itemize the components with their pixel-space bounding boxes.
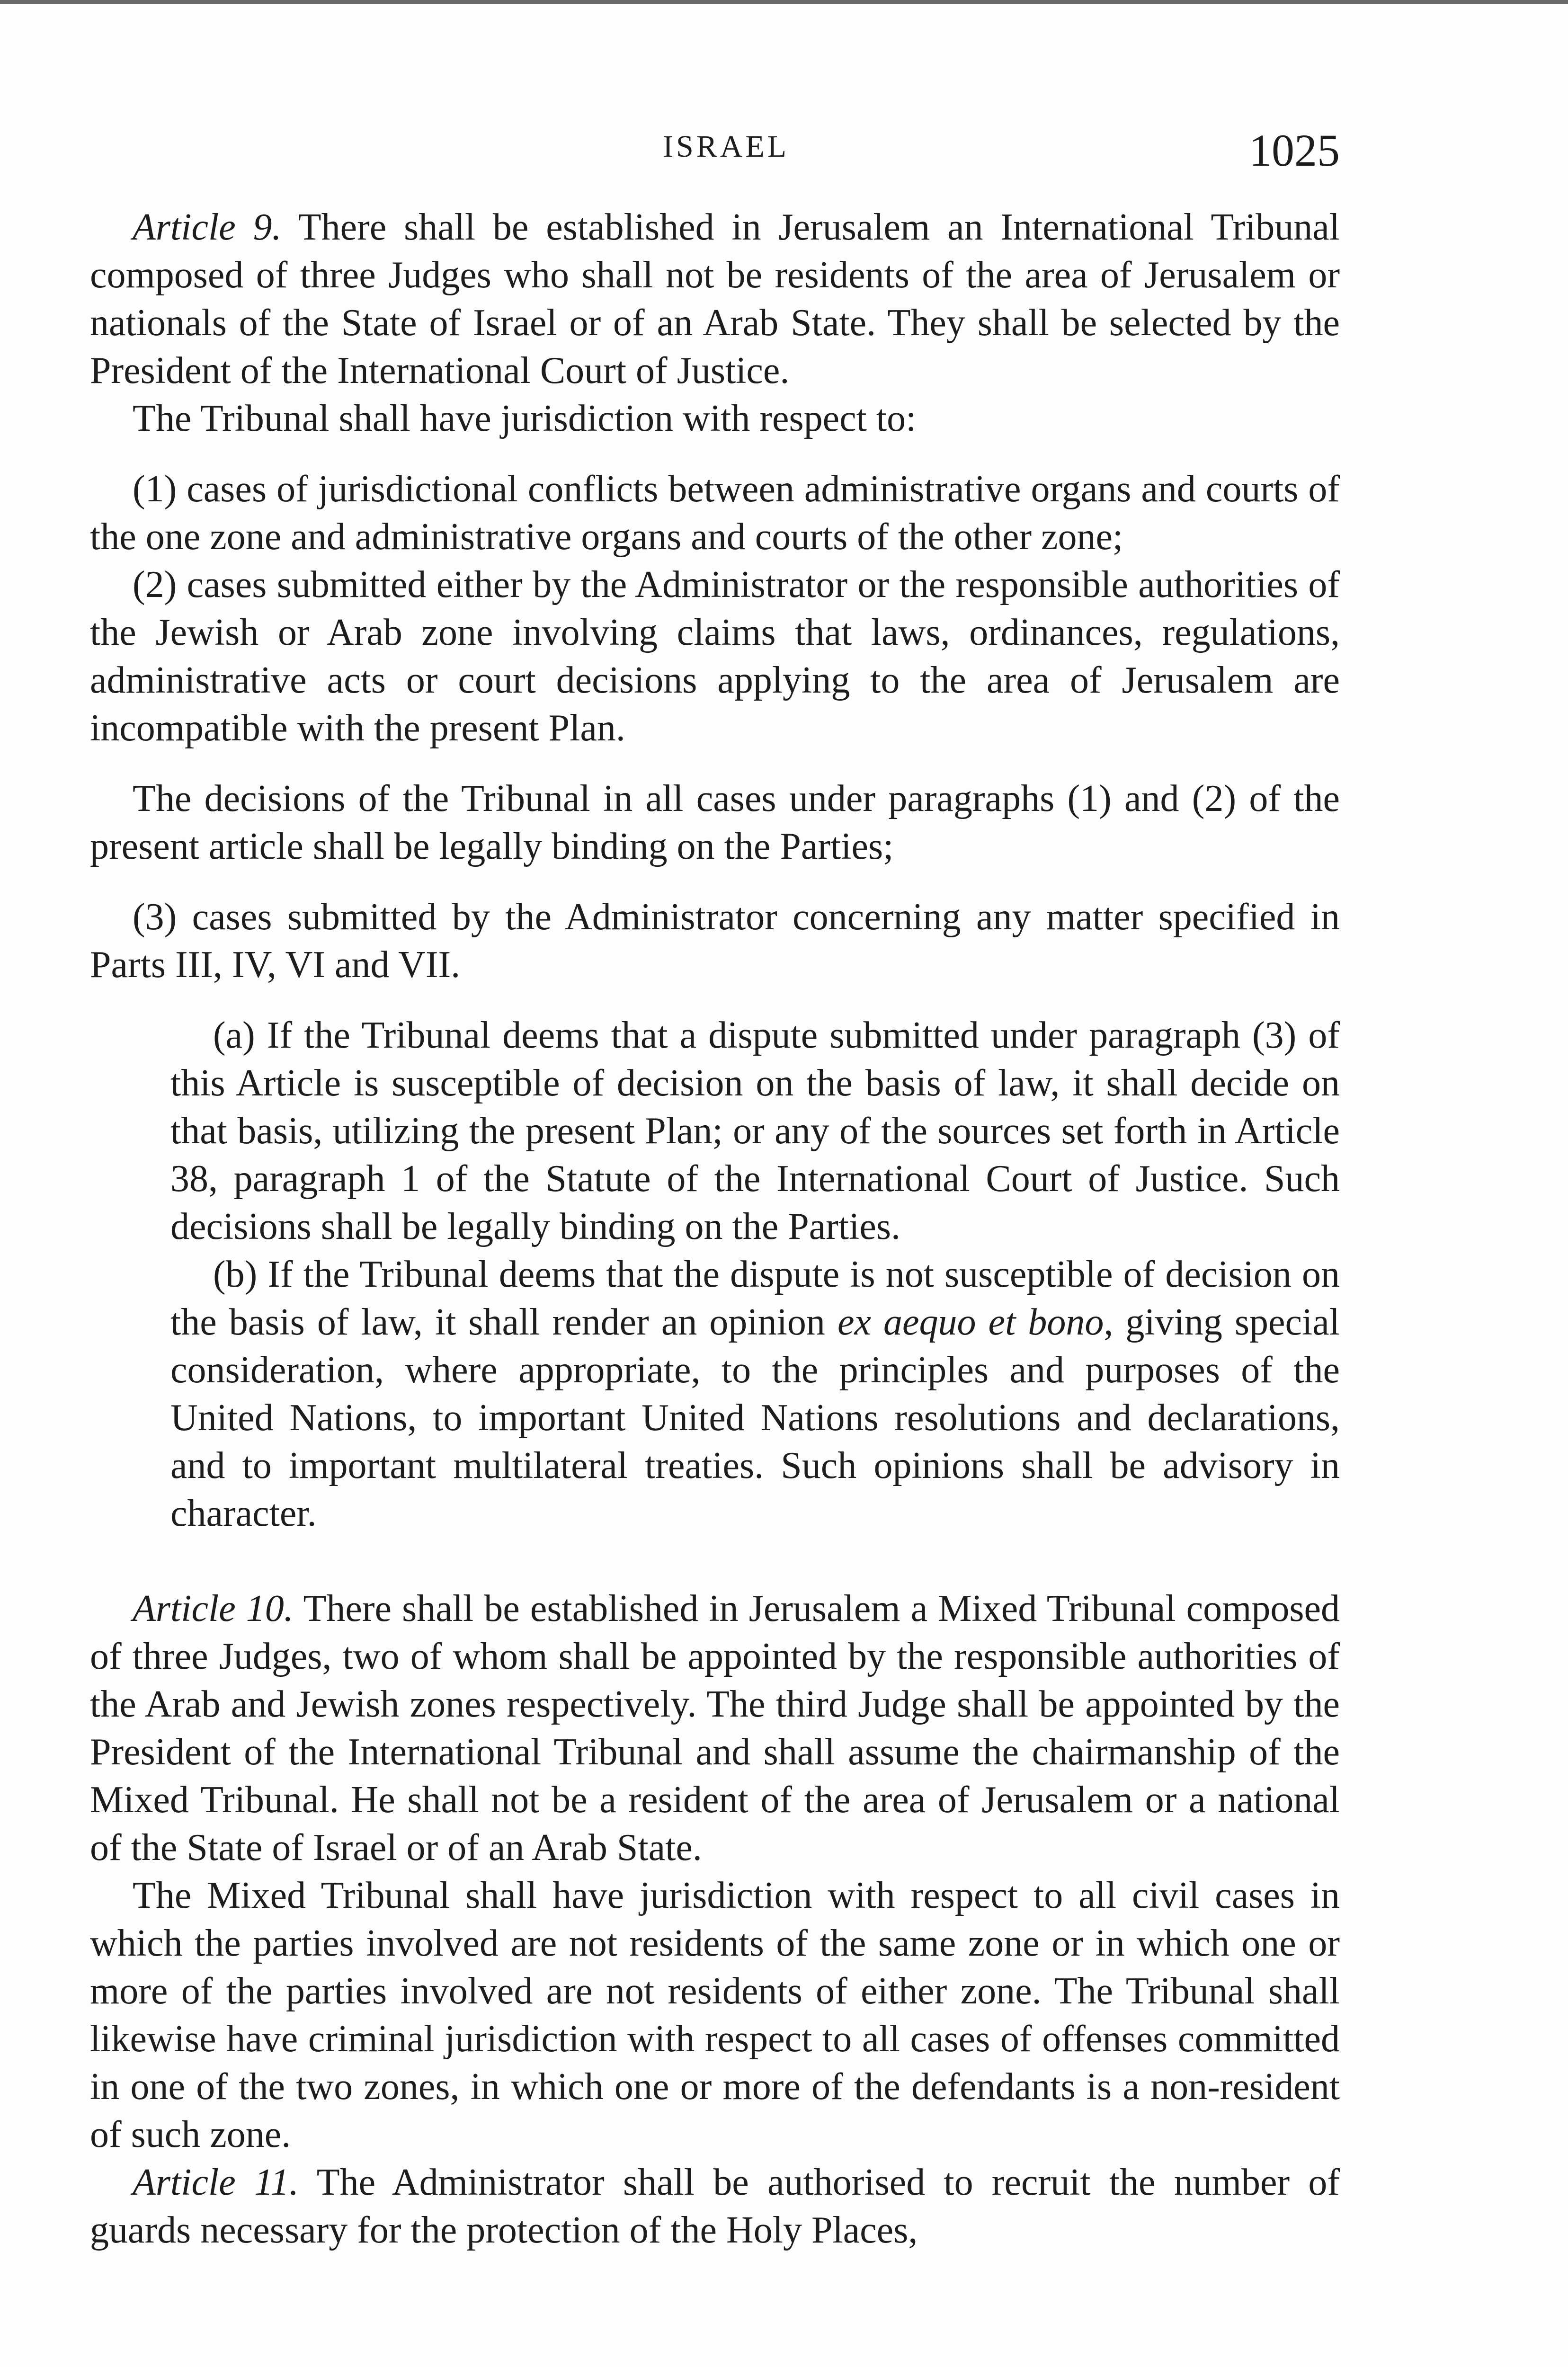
article-9-item-1: (1) cases of jurisdictional conflicts between administrative organs and courts of the one zone and administrative organs and courts of the other zone; [90, 468, 1340, 558]
latin-phrase: ex aequo et bono [837, 1301, 1104, 1343]
article-11-label: Article 11. [133, 2162, 299, 2203]
article-9-binding-clause: The decisions of the Tribunal in all cases under paragraphs (1) and (2) of the present article shall be legally binding on the Parties; [90, 778, 1340, 867]
article-9-subparagraph-a: (a) If the Tribunal deems that a dispute submitted under paragraph (3) of this Article is susceptible of decision on the basis of law, it shall decide on that basis, utilizing the present Plan; or any of the sources set forth in Article 38, paragraph 1 of the Statute of the International Court of Justice. Such decisions shall be legally binding on the Parties. [170, 1014, 1340, 1247]
article-9-label: Article 9. [133, 206, 282, 248]
article-9-item-2: (2) cases submitted either by the Administrator or the responsible authorities of the Jewish or Arab zone involving claims that laws, ordinances, regulations, administrative acts or court decisions applying to the area of Jerusalem are incompatible with the present Plan. [90, 564, 1340, 749]
subparagraph-b-text: (b) If the Tribunal deems that the dispute is not susceptible of decision on the basis of law, it shall render an opinion [170, 1254, 1340, 1343]
article-10-jurisdiction: The Mixed Tribunal shall have jurisdiction with respect to all civil cases in which the parties involved are not residents of the same zone or in which one or more of the parties involved are not residents of either zone. The Tribunal shall likewise have criminal jurisdiction with respect to all cases of offenses committed in one of the two zones, in which one or more of the defendants is a non-resident of such zone. [90, 1875, 1340, 2155]
article-10-text: There shall be established in Jerusalem a Mixed Tribunal composed of three Judges, two of whom shall be appointed by the responsible authorities of the Arab and Jewish zones respectively. The third Judge shall be appointed by the President of the International Tribunal and shall assume the chairmanship of the Mixed Tribunal. He shall not be a resident of the area of Jerusalem or a national of the State of Israel or of an Arab State. [90, 1588, 1340, 1869]
page-number: 1025 [1249, 125, 1340, 176]
article-9-item-3: (3) cases submitted by the Administrator concerning any matter specified in Parts III, IV, VI and VII. [90, 896, 1340, 986]
running-head [90, 124, 1340, 181]
body-text [90, 204, 1340, 2254]
running-title: ISRAEL [663, 129, 789, 164]
article-9-paragraph [90, 204, 1340, 395]
subparagraph-b-text-continued: , giving special consideration, where appropriate, to the principles and purposes of the United Nations, to important United Nations resolutions and declarations, and to important multilateral treaties. Such opinions shall be advisory in character. [170, 1301, 1340, 1534]
article-9-subparagraph-b [170, 1251, 1340, 1538]
article-11-paragraph [90, 2159, 1340, 2254]
article-11-text: The Administrator shall be authorised to recruit the number of guards necessary for the protection of the Holy Places, [90, 2162, 1340, 2251]
article-9-text: There shall be established in Jerusalem an International Tribunal composed of three Judges who shall not be residents of the area of Jerusalem or nationals of the State of Israel or of an Arab State. They shall be selected by the President of the International Court of Justice. [90, 206, 1340, 392]
article-10-paragraph [90, 1585, 1340, 1872]
document-page [90, 0, 1340, 2367]
article-9-jurisdiction-intro: The Tribunal shall have jurisdiction with respect to: [133, 398, 917, 439]
article-10-label: Article 10. [133, 1588, 294, 1629]
